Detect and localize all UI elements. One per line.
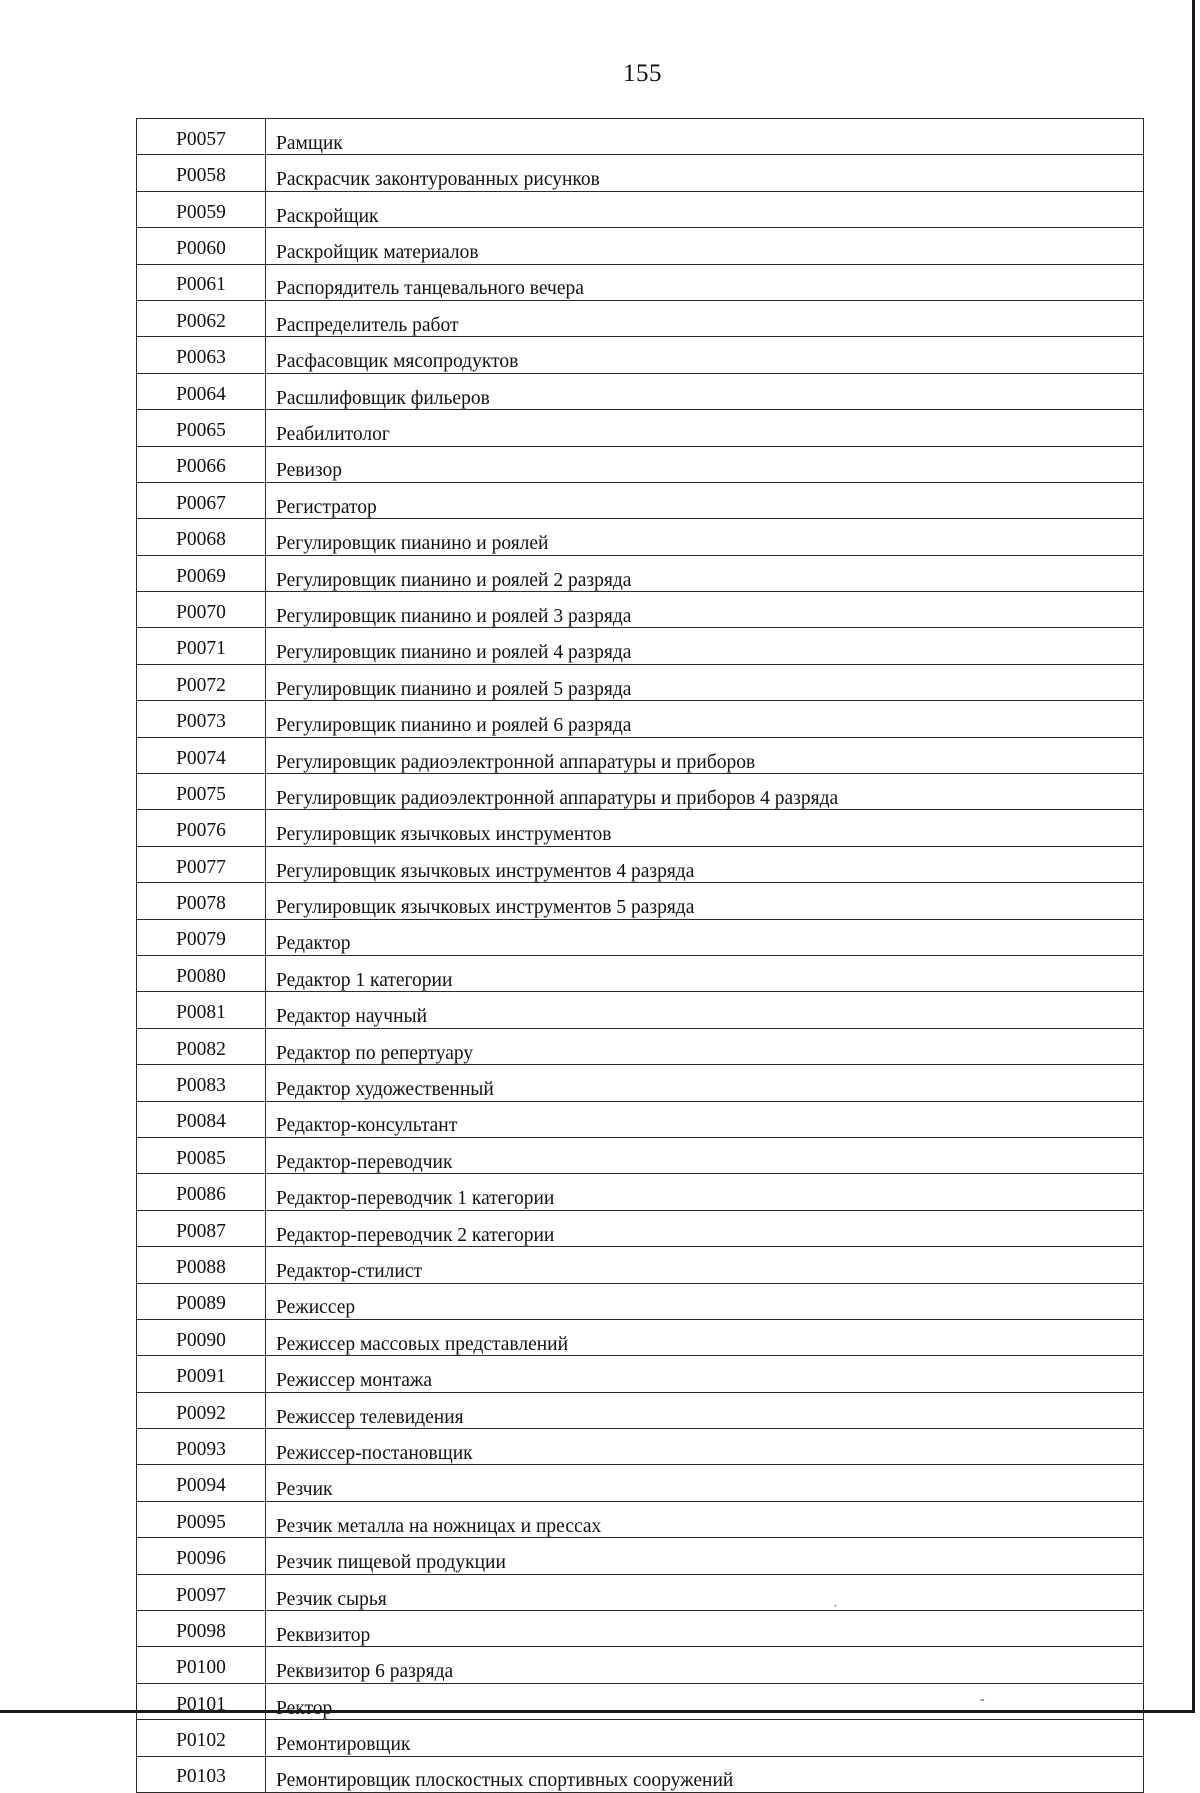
table-row	[137, 191, 1144, 227]
occupation-code-cell: P0094	[137, 1465, 266, 1501]
occupation-code-cell: P0082	[137, 1028, 266, 1064]
table-row	[137, 446, 1144, 482]
occupation-code-cell: P0083	[137, 1065, 266, 1101]
occupation-code-cell: P0095	[137, 1501, 266, 1537]
occupation-code-cell: P0096	[137, 1538, 266, 1574]
occupation-code-cell: P0067	[137, 482, 266, 518]
occupation-title-cell: Регулировщик пианино и роялей 6 разряда	[266, 701, 1144, 737]
table-row	[137, 1319, 1144, 1355]
table-row	[137, 1501, 1144, 1537]
table-row	[137, 155, 1144, 191]
occupation-code-cell: P0080	[137, 955, 266, 991]
table-row	[137, 410, 1144, 446]
occupation-title-cell: Регулировщик радиоэлектронной аппаратуры и приборов	[266, 737, 1144, 773]
occupation-title-cell: Регулировщик радиоэлектронной аппаратуры и приборов 4 разряда	[266, 774, 1144, 810]
occupation-code-cell: P0062	[137, 300, 266, 336]
table-row	[137, 119, 1144, 155]
occupation-code-cell: P0072	[137, 664, 266, 700]
table-row	[137, 701, 1144, 737]
occupation-title-cell: Режиссер монтажа	[266, 1356, 1144, 1392]
occupation-code-cell: P0092	[137, 1392, 266, 1428]
table-row	[137, 628, 1144, 664]
table-body	[137, 119, 1144, 1793]
occupation-code-cell: P0069	[137, 555, 266, 591]
occupation-code-cell: P0063	[137, 337, 266, 373]
occupation-title-cell: Расшлифовщик фильеров	[266, 373, 1144, 409]
occupation-title-cell: Редактор художественный	[266, 1065, 1144, 1101]
page-number: 155	[623, 60, 662, 87]
occupation-title-cell: Регистратор	[266, 482, 1144, 518]
occupation-code-cell: P0079	[137, 919, 266, 955]
table-row	[137, 1538, 1144, 1574]
occupation-code-cell: P0070	[137, 592, 266, 628]
occupation-title-cell: Раскройщик материалов	[266, 228, 1144, 264]
table-row	[137, 955, 1144, 991]
occupation-code-cell: P0086	[137, 1174, 266, 1210]
table-row	[137, 1756, 1144, 1792]
table-row	[137, 1247, 1144, 1283]
occupation-code-cell: P0103	[137, 1756, 266, 1792]
occupation-title-cell: Ремонтировщик плоскостных спортивных сооружений	[266, 1756, 1144, 1792]
occupation-title-cell: Ректор	[266, 1683, 1144, 1719]
occupation-title-cell: Регулировщик язычковых инструментов 5 разряда	[266, 883, 1144, 919]
table-row	[137, 373, 1144, 409]
occupation-title-cell: Регулировщик пианино и роялей 4 разряда	[266, 628, 1144, 664]
occupation-title-cell: Регулировщик пианино и роялей 2 разряда	[266, 555, 1144, 591]
table-row	[137, 883, 1144, 919]
table-row	[137, 810, 1144, 846]
table-row	[137, 519, 1144, 555]
occupation-title-cell: Регулировщик язычковых инструментов	[266, 810, 1144, 846]
table-row	[137, 1392, 1144, 1428]
occupation-title-cell: Редактор-стилист	[266, 1247, 1144, 1283]
occupation-code-cell: P0068	[137, 519, 266, 555]
table-row	[137, 592, 1144, 628]
occupation-code-cell: P0102	[137, 1720, 266, 1756]
occupation-title-cell: Регулировщик пианино и роялей	[266, 519, 1144, 555]
occupation-code-cell: P0085	[137, 1137, 266, 1173]
table-row	[137, 1356, 1144, 1392]
table-row	[137, 919, 1144, 955]
scan-speck: -	[980, 1692, 985, 1707]
occupation-title-cell: Регулировщик язычковых инструментов 4 разряда	[266, 846, 1144, 882]
occupation-title-cell: Редактор	[266, 919, 1144, 955]
occupation-title-cell: Редактор по репертуару	[266, 1028, 1144, 1064]
occupation-code-cell: P0061	[137, 264, 266, 300]
table-row	[137, 1683, 1144, 1719]
occupation-title-cell: Ревизор	[266, 446, 1144, 482]
occupation-title-cell: Резчик металла на ножницах и прессах	[266, 1501, 1144, 1537]
occupation-code-cell: P0060	[137, 228, 266, 264]
table-row	[137, 1647, 1144, 1683]
occupation-title-cell: Режиссер	[266, 1283, 1144, 1319]
occupation-code-cell: P0097	[137, 1574, 266, 1610]
occupation-title-cell: Редактор 1 категории	[266, 955, 1144, 991]
table-row	[137, 1574, 1144, 1610]
occupation-title-cell: Распределитель работ	[266, 300, 1144, 336]
occupation-code-cell: P0071	[137, 628, 266, 664]
table-row	[137, 1720, 1144, 1756]
table-row	[137, 555, 1144, 591]
occupation-title-cell: Раскрасчик законтурованных рисунков	[266, 155, 1144, 191]
occupation-code-cell: P0088	[137, 1247, 266, 1283]
occupation-code-cell: P0064	[137, 373, 266, 409]
occupation-title-cell: Реквизитор 6 разряда	[266, 1647, 1144, 1683]
occupation-title-cell: Редактор научный	[266, 992, 1144, 1028]
table-row	[137, 337, 1144, 373]
table-row	[137, 300, 1144, 336]
table-row	[137, 1210, 1144, 1246]
table-row	[137, 1065, 1144, 1101]
occupation-code-cell: P0077	[137, 846, 266, 882]
occupation-code-cell: P0087	[137, 1210, 266, 1246]
occupation-code-cell: P0089	[137, 1283, 266, 1319]
table-row	[137, 664, 1144, 700]
table-row	[137, 1137, 1144, 1173]
occupation-code-cell: P0101	[137, 1683, 266, 1719]
occupation-title-cell: Режиссер массовых представлений	[266, 1319, 1144, 1355]
table-row	[137, 1611, 1144, 1647]
occupation-code-table	[136, 118, 1144, 1793]
table-row	[137, 264, 1144, 300]
occupation-code-cell: P0075	[137, 774, 266, 810]
occupation-title-cell: Редактор-переводчик 1 категории	[266, 1174, 1144, 1210]
table-row	[137, 1429, 1144, 1465]
table-row	[137, 1465, 1144, 1501]
occupation-title-cell: Раскройщик	[266, 191, 1144, 227]
scan-speck: ˙	[833, 1603, 838, 1618]
table-row	[137, 1283, 1144, 1319]
occupation-title-cell: Рамщик	[266, 119, 1144, 155]
table-row	[137, 846, 1144, 882]
occupation-title-cell: Ремонтировщик	[266, 1720, 1144, 1756]
occupation-title-cell: Режиссер телевидения	[266, 1392, 1144, 1428]
occupation-title-cell: Редактор-переводчик	[266, 1137, 1144, 1173]
occupation-code-cell: P0073	[137, 701, 266, 737]
occupation-title-cell: Регулировщик пианино и роялей 3 разряда	[266, 592, 1144, 628]
occupation-title-cell: Регулировщик пианино и роялей 5 разряда	[266, 664, 1144, 700]
occupation-code-cell: P0091	[137, 1356, 266, 1392]
occupation-title-cell: Реквизитор	[266, 1611, 1144, 1647]
occupation-code-cell: P0084	[137, 1101, 266, 1137]
occupation-code-cell: P0078	[137, 883, 266, 919]
occupation-title-cell: Режиссер-постановщик	[266, 1429, 1144, 1465]
occupation-code-cell: P0059	[137, 191, 266, 227]
occupation-code-cell: P0098	[137, 1611, 266, 1647]
occupation-title-cell: Расфасовщик мясопродуктов	[266, 337, 1144, 373]
table-row	[137, 228, 1144, 264]
occupation-title-cell: Резчик сырья	[266, 1574, 1144, 1610]
occupation-title-cell: Резчик	[266, 1465, 1144, 1501]
occupation-title-cell: Редактор-консультант	[266, 1101, 1144, 1137]
table-row	[137, 1028, 1144, 1064]
occupation-code-cell: P0065	[137, 410, 266, 446]
occupation-title-cell: Распорядитель танцевального вечера	[266, 264, 1144, 300]
table-row	[137, 737, 1144, 773]
table-row	[137, 774, 1144, 810]
table-row	[137, 482, 1144, 518]
table-row	[137, 1174, 1144, 1210]
occupation-code-cell: P0057	[137, 119, 266, 155]
occupation-code-cell: P0100	[137, 1647, 266, 1683]
occupation-code-cell: P0074	[137, 737, 266, 773]
occupation-code-cell: P0066	[137, 446, 266, 482]
table-row	[137, 992, 1144, 1028]
occupation-code-cell: P0090	[137, 1319, 266, 1355]
occupation-code-cell: P0093	[137, 1429, 266, 1465]
occupation-code-cell: P0081	[137, 992, 266, 1028]
occupation-title-cell: Резчик пищевой продукции	[266, 1538, 1144, 1574]
occupation-title-cell: Редактор-переводчик 2 категории	[266, 1210, 1144, 1246]
occupation-code-cell: P0058	[137, 155, 266, 191]
occupation-code-cell: P0076	[137, 810, 266, 846]
occupation-title-cell: Реабилитолог	[266, 410, 1144, 446]
table-row	[137, 1101, 1144, 1137]
